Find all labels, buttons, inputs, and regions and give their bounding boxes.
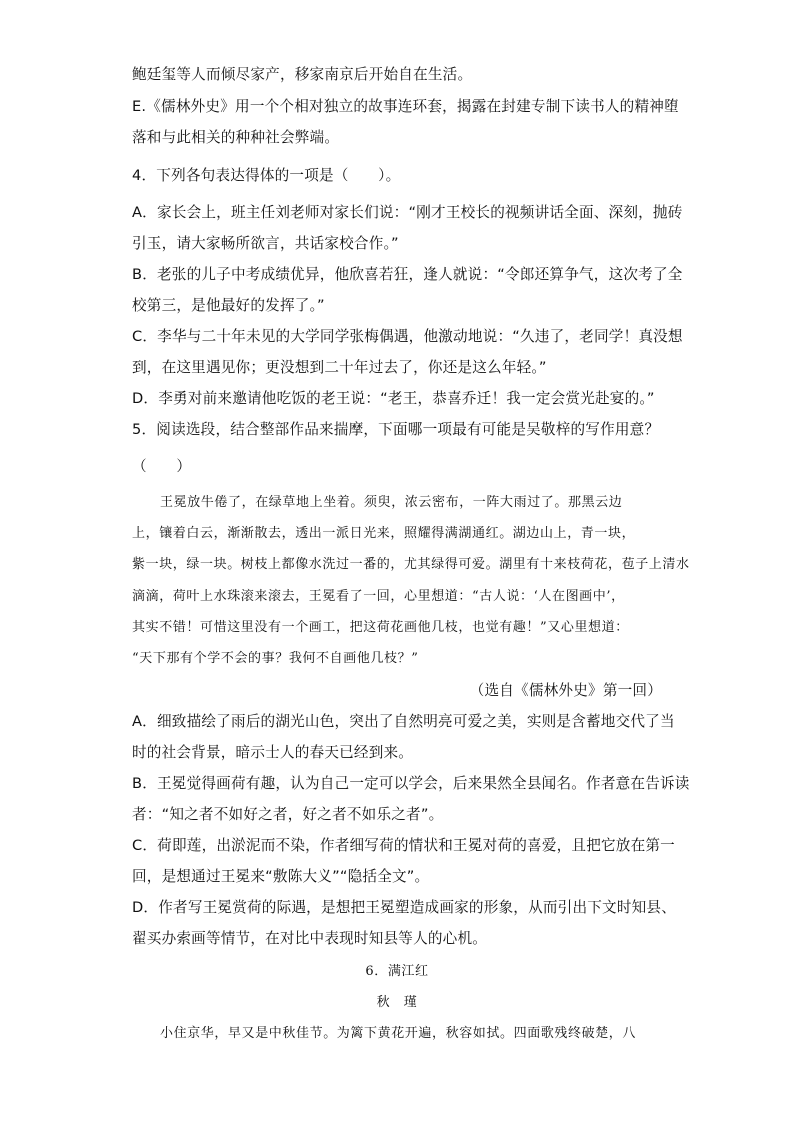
passage-line: “天下那有个学不会的事？我何不自画他几枝？” (132, 651, 419, 666)
question-4: 4．下列各句表达得体的一项是（ ）。 (132, 167, 401, 184)
text-line: 鲍廷玺等人而倾尽家产，移家南京后开始自在生活。 (132, 66, 473, 83)
q4-option-d: D．李勇对前来邀请他吃饭的老王说：“老王，恭喜乔迁！我一定会赏光赴宴的。” (132, 390, 655, 407)
passage-line: 王冕放牛倦了，在绿草地上坐着。须臾，浓云密布，一阵大雨过了。那黑云边 (160, 495, 623, 510)
q5-option-c: C．荷即莲，出淤泥而不染，作者细写荷的情状和王冕对荷的喜爱，且把它放在第一 (132, 837, 675, 854)
option-e-line: E.《儒林外史》用一个个相对独立的故事连环套，揭露在封建专制下读书人的精神堕 (132, 98, 679, 115)
question-5: 5．阅读选段，结合整部作品来揣摩，下面哪一项最有可能是吴敬梓的写作用意？ (132, 421, 660, 438)
q4-option-a: A．家长会上，班主任刘老师对家长们说：“刚才王校长的视频讲话全面、深刻，抛砖 (132, 204, 683, 221)
text-line: 者：“知之者不如好之者，好之者不如乐之者”。 (132, 806, 444, 823)
answer-blank: （ ） (132, 458, 192, 475)
passage-source: （选自《儒林外史》第一回） (469, 682, 662, 699)
text-line: 到，在这里遇见你；更没想到二十年过去了，你还是这么年轻。” (132, 359, 547, 376)
poem-title: 6．满江红 (365, 964, 429, 979)
poem-author: 秋 瑾 (376, 995, 418, 1010)
text-line: 回，是想通过王冕来“敷陈大义”“隐括全文”。 (132, 868, 430, 885)
passage-line: 其实不错！可惜这里没有一个画工，把这荷花画他几枝，也觉有趣！”又心里想道： (132, 620, 629, 635)
text-line: 翟买办索画等情节，在对比中表现时知县等人的心机。 (132, 930, 488, 947)
passage-line: 滴滴，荷叶上水珠滚来滚去，王冕看了一回，心里想道：“古人说：‘人在图画中’， (132, 589, 625, 604)
q4-option-c: C．李华与二十年未见的大学同学张梅偶遇，他激动地说：“久违了，老同学！真没想 (132, 328, 683, 345)
q5-option-d: D．作者写王冕赏荷的际遇，是想把王冕塑造成画家的形象，从而引出下文时知县、 (132, 899, 677, 916)
text-line: 引玉，请大家畅所欲言，共话家校合作。” (132, 235, 399, 252)
text-line: 时的社会背景，暗示士人的春天已经到来。 (132, 744, 414, 761)
passage-line: 紫一块，绿一块。树枝上都像水洗过一番的，尤其绿得可爱。湖里有十来枝荷花，苞子上清水 (132, 557, 690, 572)
poem-line: 小住京华，早又是中秋佳节。为篱下黄花开遍，秋容如拭。四面歌残终破楚，八 (160, 1026, 637, 1041)
q5-option-a: A．细致描绘了雨后的湖光山色，突出了自然明亮可爱之美，实则是含蓄地交代了当 (132, 713, 675, 730)
passage-line: 上，镶着白云，渐渐散去，透出一派日光来，照耀得满湖通红。湖边山上，青一块， (132, 526, 636, 541)
text-line: 落和与此相关的种种社会弊端。 (132, 129, 340, 146)
q5-option-b: B．王冕觉得画荷有趣，认为自己一定可以学会，后来果然全县闻名。作者意在告诉读 (132, 775, 690, 792)
q4-option-b: B．老张的儿子中考成绩优异，他欣喜若狂，逢人就说：“令郎还算争气，这次考了全 (132, 266, 683, 283)
text-line: 校第三，是他最好的发挥了。” (132, 297, 325, 314)
